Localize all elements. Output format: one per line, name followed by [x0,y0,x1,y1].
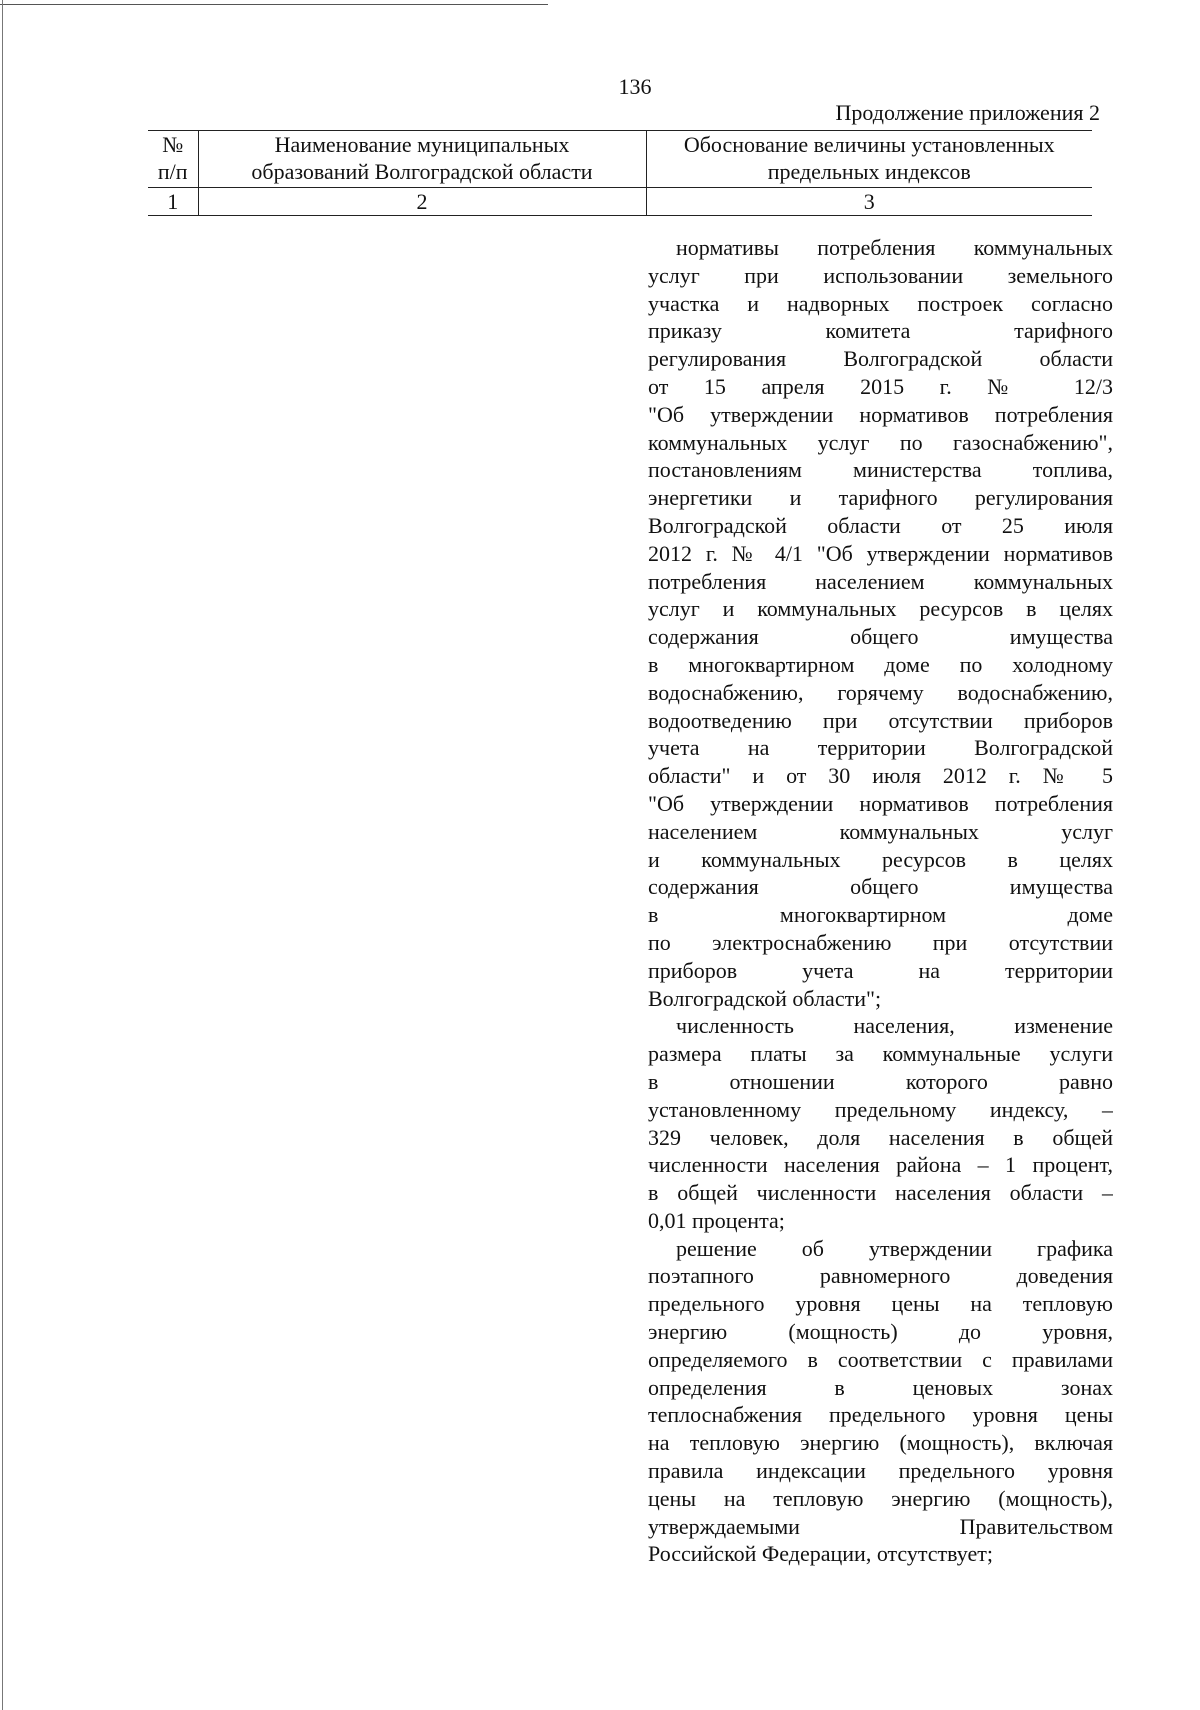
column-number-cell: 2 [198,188,646,216]
header-cell-line: Обоснование величины установленных [683,132,1055,157]
text-line: правила индексации предельного уровня [648,1458,1113,1484]
text-line: "Об утверждении нормативов потребления [648,790,1113,816]
text-line: установленному предельному индексу, – [648,1096,1113,1122]
text-line: энергетики и тарифного регулирования [648,485,1113,511]
column-number-cell: 3 [646,188,1092,216]
text-line: энергию (мощность) до уровня, [648,1319,1113,1345]
text-line: теплоснабжения предельного уровня цены [648,1402,1113,1428]
justification-text [648,234,1113,1568]
text-line: утверждаемыми Правительством [648,1513,1113,1539]
header-cell-number [148,131,198,188]
text-line: определения в ценовых зонах [648,1374,1113,1400]
column-number-cell: 1 [148,188,198,216]
text-line: приказу комитета тарифного [648,318,1113,344]
text-line: размера платы за коммунальные услуги [648,1041,1113,1067]
table-header-row [148,131,1092,188]
text-line: нормативы потребления коммунальных [676,235,1113,260]
text-line: 0,01 процента; [648,1207,785,1233]
text-line: постановлениям министерства топлива, [648,457,1113,483]
text-line: Волгоградской области от 25 июля [648,512,1113,538]
text-line: по электроснабжению при отсутствии [648,929,1113,955]
text-line: 329 человек, доля населения в общей [648,1124,1113,1150]
header-cell-line: предельных индексов [767,159,971,184]
text-line: численности населения района – 1 процент, [648,1152,1113,1178]
text-line: потребления населением коммунальных [648,568,1113,594]
text-line: в отношении которого равно [648,1068,1113,1094]
header-cell-line: образований Волгоградской области [251,159,593,184]
text-line: приборов учета на территории [648,957,1113,983]
text-line: населением коммунальных услуг [648,818,1113,844]
text-line: "Об утверждении нормативов потребления [648,401,1113,427]
text-line: от 15 апреля 2015 г. № 12/3 [648,373,1113,399]
text-line: содержания общего имущества [648,874,1113,900]
text-line: Волгоградской области"; [648,985,882,1011]
text-line: определяемого в соответствии с правилами [648,1346,1113,1372]
text-line: водоотведению при отсутствии приборов [648,707,1113,733]
text-line: услуг при использовании земельного [648,262,1113,288]
text-line: регулирования Волгоградской области [648,346,1113,372]
text-line: предельного уровня цены на тепловую [648,1291,1113,1317]
page-number: 136 [618,74,652,99]
text-line: численность населения, изменение [676,1013,1113,1039]
text-line: на тепловую энергию (мощность), включая [648,1430,1113,1456]
text-line: услуг и коммунальных ресурсов в целях [648,596,1113,622]
text-line: поэтапного равномерного доведения [648,1263,1113,1289]
text-line: водоснабжению, горячему водоснабжению, [648,679,1113,705]
table-column-numbers-row [148,188,1092,216]
text-line: решение об утверждении графика [676,1235,1113,1261]
text-line: в многоквартирном доме по холодному [648,651,1113,677]
text-line: области" и от 30 июля 2012 г. № 5 [648,763,1113,789]
header-cell-line: п/п [157,159,188,184]
header-cell-line: Наименование муниципальных [274,132,570,157]
text-line: Российской Федерации, отсутствует; [648,1541,993,1567]
text-line: коммунальных услуг по газоснабжению", [648,429,1113,455]
text-line: учета на территории Волгоградской [648,735,1113,761]
text-line: 2012 г. № 4/1 "Об утверждении нормативов [648,540,1113,566]
scan-border-left [2,0,3,1710]
scan-border-top [0,4,548,5]
header-cell-line: № [162,132,184,157]
header-cell-municipality [198,131,646,188]
text-line: цены на тепловую энергию (мощность), [648,1485,1113,1511]
appendix-continuation-label: Продолжение приложения 2 [835,100,1100,125]
text-line: и коммунальных ресурсов в целях [648,846,1113,872]
text-line: в многоквартирном доме [648,902,1113,928]
text-line: в общей численности населения области – [648,1180,1113,1206]
text-line: содержания общего имущества [648,624,1113,650]
header-table [148,130,1092,216]
text-line: участка и надворных построек согласно [648,290,1113,316]
header-cell-justification [646,131,1092,188]
